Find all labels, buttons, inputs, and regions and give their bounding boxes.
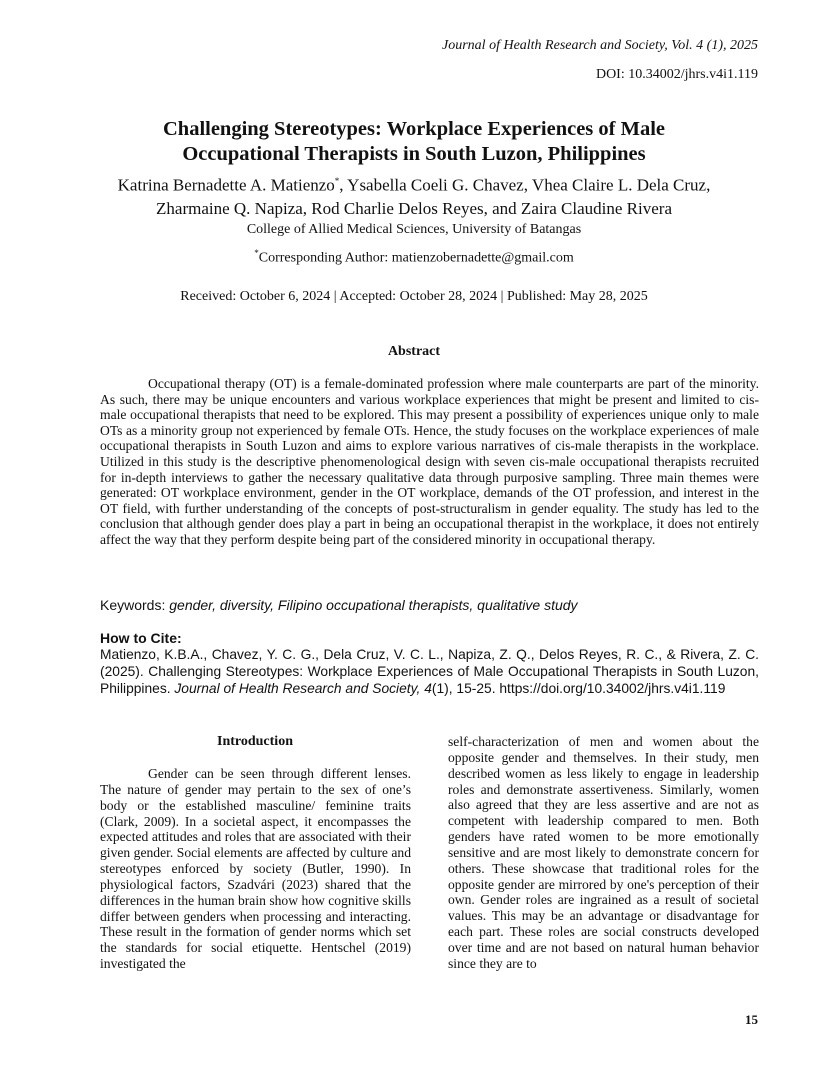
introduction-right-column: self-characterization of men and women about the opposite gender and themselves. In their study, men described women as less likely to engage in leadership roles and demonstrate assertiveness. Similarly, women also agreed that they are less assertive and are not as competent with leadership compared to men. Both genders have rated women to be more emotionally sensitive and are most likely to demonstrate concern for others. These showcase that traditional roles for the opposite gender are mirrored by one's perception of their own. Gender roles are ingrained as a result of societal values. This may be an advantage or disadvantage for each part. These roles are social constructs developed over time and are not based on natural human behavior since they are to	[448, 734, 759, 971]
introduction-heading: Introduction	[217, 734, 293, 749]
corresponding-author	[0, 248, 828, 267]
publication-dates: Received: October 6, 2024 | Accepted: October 28, 2024 | Published: May 28, 2025	[180, 289, 648, 304]
keywords-values: gender, diversity, Filipino occupational therapists, qualitative study	[169, 597, 578, 613]
title-line-1: Challenging Stereotypes: Workplace Experiences of Male	[162, 118, 665, 140]
abstract-body: Occupational therapy (OT) is a female-dominated profession where male counterparts are part of the minority. As such, there may be unique encounters and various workplace experiences that might be present and limited to cis-male occupational therapists that need to be explored. This may present a possibility of experiences unique only to male OTs as a minority group not experienced by female OTs. Hence, the study focuses on the workplace experiences of male occupational therapists in South Luzon and aims to explore various narratives of cis-male therapists in the workplace. Utilized in this study is the descriptive phenomenological design with seven cis-male occupational therapists recruited for in-depth interviews to gather the necessary qualitative data through purposive sampling. Three main themes were generated: OT workplace environment, gender in the OT workplace, demands of the OT profession, and interest in the OT field, with further understanding of the concepts of post-structuralism in gender equality. The study has led to the conclusion that although gender does play a part in being an occupational therapist in the workplace, it does not entirely affect the way that they perform despite being part of the considered minority in occupational therapy.	[100, 376, 759, 547]
affiliation: College of Allied Medical Sciences, University of Batangas	[246, 222, 582, 237]
keywords-label: Keywords:	[100, 597, 166, 613]
doi-header: DOI: 10.34002/jhrs.v4i1.119	[595, 67, 758, 82]
citation-volume: 4	[424, 681, 432, 696]
citation-authors: Matienzo, K.B.A., Chavez, Y. C. G., Dela Cruz, V. C. L., Napiza, Z. Q., Delos Reyes, R. C., & Rivera, Z. C. (2025). Challenging Stereotypes: Workplace Experiences of Male Occupational Therapists in South Luzon, Philippines.	[100, 647, 759, 696]
first-author: Katrina Bernadette A. Matienzo	[117, 175, 335, 195]
citation-tail: (1), 15-25. https://doi.org/10.34002/jhrs.v4i1.119	[431, 681, 726, 696]
journal-header: Journal of Health Research and Society, Vol. 4 (1), 2025	[442, 38, 758, 53]
keywords	[100, 597, 760, 613]
citation-journal: Journal of Health Research and Society,	[174, 681, 421, 696]
page-number: 15	[745, 1012, 758, 1027]
citation-body	[100, 646, 759, 697]
corresponding-author-marker: *	[254, 248, 259, 258]
author-list	[100, 170, 728, 220]
corresponding-author-text: Corresponding Author: matienzobernadette@gmail.com	[258, 250, 574, 266]
corresponding-marker: *	[334, 176, 340, 186]
title-line-2: Occupational Therapists in South Luzon, Philippines	[182, 143, 646, 165]
introduction-left-column: Gender can be seen through different lenses. The nature of gender may pertain to the sex of one’s body or the established masculine/ feminine traits (Clark, 2009). In a societal aspect, it encompasses the expected attitudes and roles that are associated with their given gender. Social elements are affected by culture and stereotypes enforced by society (Butler, 1990). In physiological factors, Szadvári (2023) shared that the differences in the human brain show how cognitive skills differ between genders when processing and interacting. These result in the formation of gender norms which set the standards for social etiquette. Hentschel (2019) investigated the	[100, 766, 411, 972]
paper-title	[0, 117, 828, 167]
abstract-heading: Abstract	[387, 344, 441, 359]
how-to-cite-heading: How to Cite:	[100, 630, 182, 646]
other-authors: , Ysabella Coeli G. Chavez, Vhea Claire L. Dela Cruz, Zharmaine Q. Napiza, Rod Charlie Delos Reyes, and Zaira Claudine Rivera	[156, 175, 711, 218]
